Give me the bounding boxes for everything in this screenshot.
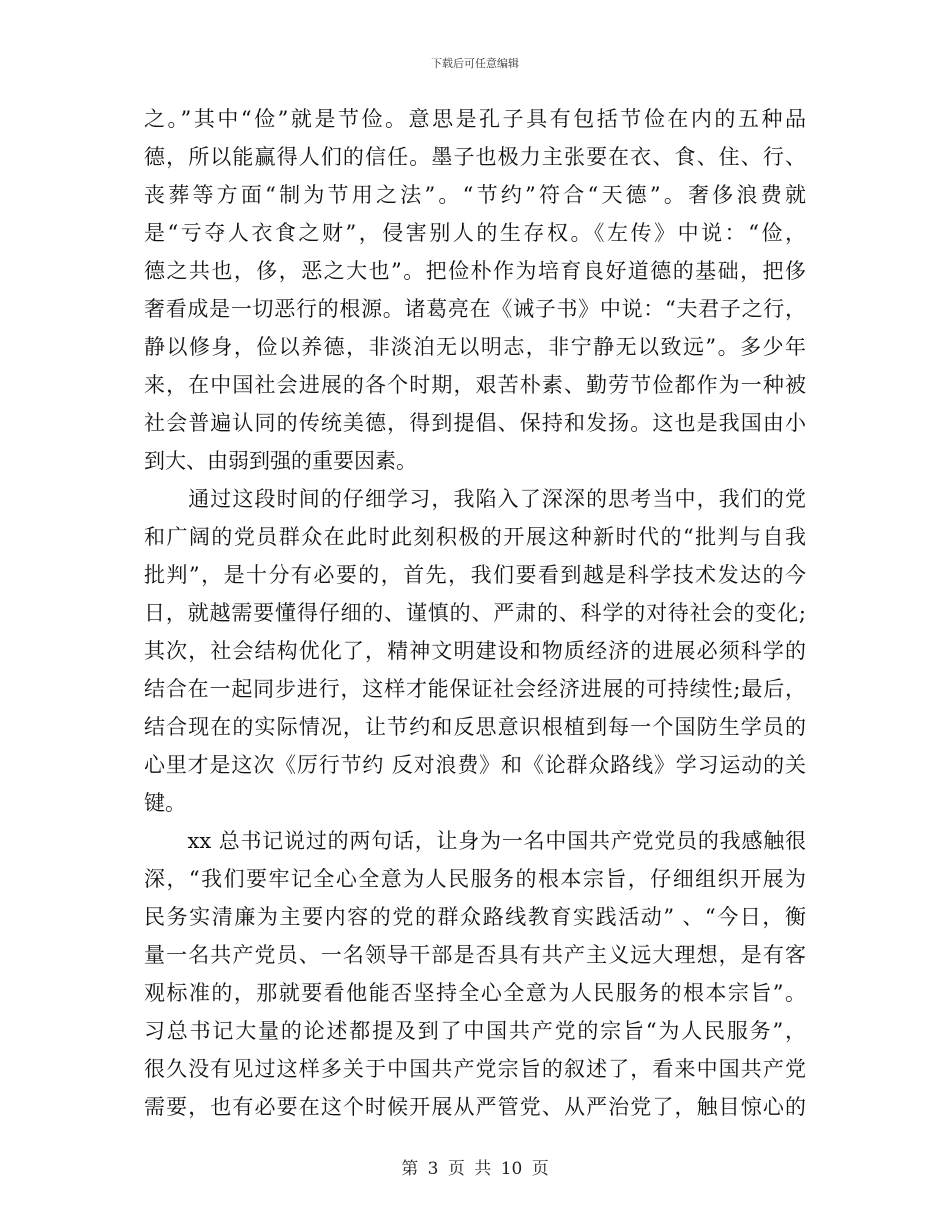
text-line: 习总书记大量的论述都提及到了中国共产党的宗旨“为人民服务”， [144,1019,806,1043]
text-line: 结合在一起同步进行，这样才能保证社会经济进展的可持续性;最后， [144,677,806,701]
text-line: 需要，也有必要在这个时候开展从严管党、从严治党了，触目惊心的 [144,1095,806,1119]
page-header: 下载后可任意编辑 [431,57,519,70]
page-number: 第 3 页 共 10 页 [401,1159,549,1179]
text-line: 观标准的，那就要看他能否坚持全心全意为人民服务的根本宗旨”。 [144,981,806,1005]
text-line: 量一名共产党员、一名领导干部是否具有共产主义远大理想，是有客 [144,943,806,967]
text-line: 和广阔的党员群众在此时此刻积极的开展这种新时代的“批判与自我 [144,525,806,549]
text-line: 其次，社会结构优化了，精神文明建设和物质经济的进展必须科学的 [144,639,806,663]
text-line: 键。 [144,791,186,815]
text-line: 到大、由弱到强的重要因素。 [144,449,417,473]
text-line: 心里才是这次《厉行节约 反对浪费》和《论群众路线》学习运动的关 [144,753,806,777]
text-line: 丧葬等方面“制为节用之法”。“节约”符合“天德”。奢侈浪费就 [144,183,806,207]
text-line: 通过这段时间的仔细学习，我陷入了深深的思考当中，我们的党 [144,487,806,511]
text-line: 很久没有见过这样多关于中国共产党宗旨的叙述了，看来中国共产党 [144,1057,806,1081]
text-line: 民务实清廉为主要内容的党的群众路线教育实践活动” 、“今日，衡 [144,905,806,929]
text-line: 德之共也，侈，恶之大也”。把俭朴作为培育良好道德的基础，把侈 [144,259,806,283]
document-body [144,100,806,1126]
text-line: 静以修身，俭以养德，非淡泊无以明志，非宁静无以致远”。多少年 [144,335,806,359]
text-line: 德，所以能赢得人们的信任。墨子也极力主张要在衣、食、住、行、 [144,145,806,169]
text-line: 日，就越需要懂得仔细的、谨慎的、严肃的、科学的对待社会的变化; [144,601,806,625]
text-line: 结合现在的实际情况，让节约和反思意识根植到每一个国防生学员的 [144,715,806,739]
text-line: 来，在中国社会进展的各个时期，艰苦朴素、勤劳节俭都作为一种被 [144,373,806,397]
text-line: 批判”，是十分有必要的，首先，我们要看到越是科学技术发达的今 [144,563,806,587]
text-line: 深，“我们要牢记全心全意为人民服务的根本宗旨，仔细组织开展为 [144,867,806,891]
text-line: xx 总书记说过的两句话，让身为一名中国共产党党员的我感触很 [144,829,806,853]
text-line: 社会普遍认同的传统美德，得到提倡、保持和发扬。这也是我国由小 [144,411,806,435]
text-line: 是“亏夺人衣食之财”，侵害别人的生存权。《左传》中说：“俭， [144,221,806,245]
text-line: 奢看成是一切恶行的根源。诸葛亮在《诫子书》中说：“夫君子之行， [144,297,806,321]
text-line: 之。”其中“俭”就是节俭。意思是孔子具有包括节俭在内的五种品 [144,107,806,131]
